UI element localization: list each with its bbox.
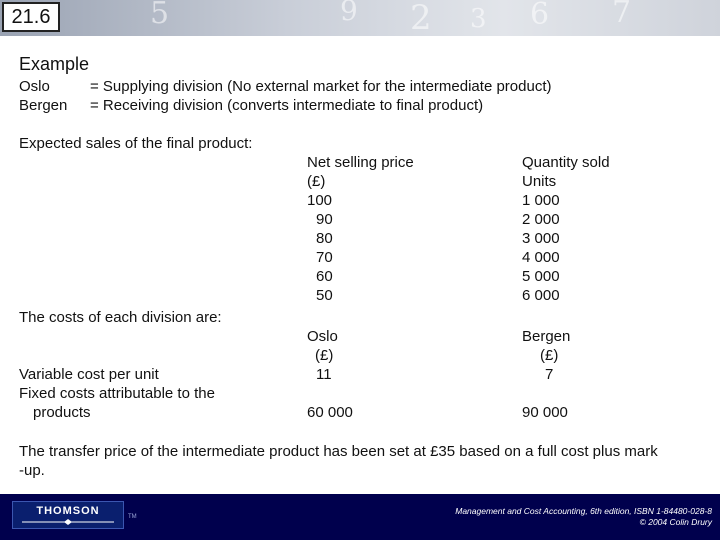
oslo-variable-cost: 11: [316, 366, 332, 383]
quantity-value: 4 000: [522, 249, 560, 266]
bergen-variable-cost: 7: [545, 366, 554, 383]
trademark-mark: TM: [128, 514, 137, 520]
oslo-header: Oslo: [307, 328, 338, 345]
quantity-value: 1 000: [522, 192, 560, 209]
price-value: 100: [307, 192, 333, 209]
definition-text-bergen: = Receiving division (converts intermediate to final product): [90, 97, 484, 114]
header-banner: [0, 0, 720, 36]
quantity-value: 2 000: [522, 211, 560, 228]
transfer-price-text-continued: -up.: [19, 462, 45, 479]
oslo-unit: (£): [315, 347, 334, 364]
thomson-logo: [12, 501, 124, 529]
fixed-cost-label-continued: products: [33, 404, 91, 421]
bergen-fixed-cost: 90 000: [522, 404, 568, 421]
footer-bar: [0, 494, 720, 540]
decorative-digit: 9: [340, 0, 358, 27]
price-value: 70: [316, 249, 333, 266]
credit-line-book: Management and Cost Accounting, 6th edition, ISBN 1-84480-028-8: [455, 506, 712, 516]
quantity-value: 5 000: [522, 268, 560, 285]
variable-cost-label: Variable cost per unit: [19, 366, 159, 383]
price-unit: (£): [307, 173, 326, 190]
expected-sales-label: Expected sales of the final product:: [19, 135, 253, 152]
price-value: 80: [316, 230, 333, 247]
slide-title: Example: [19, 54, 90, 74]
bergen-header: Bergen: [522, 328, 571, 345]
quantity-value: 3 000: [522, 230, 560, 247]
slide-number: 21.6: [2, 2, 60, 32]
decorative-digit: 6: [530, 0, 550, 32]
logo-text: THOMSON: [36, 505, 100, 517]
quantity-value: 6 000: [522, 287, 560, 304]
decorative-digit: 5: [150, 0, 170, 31]
costs-label: The costs of each division are:: [19, 309, 222, 326]
quantity-header: Quantity sold: [522, 154, 610, 171]
fixed-cost-label: Fixed costs attributable to the: [19, 385, 215, 402]
definition-term-bergen: Bergen: [19, 97, 68, 114]
logo-swoosh-icon: [20, 518, 116, 526]
bergen-unit: (£): [540, 347, 559, 364]
price-column: [307, 153, 414, 305]
oslo-fixed-cost: 60 000: [307, 404, 353, 421]
oslo-cost-column: [307, 327, 338, 384]
price-header: Net selling price: [307, 154, 414, 171]
copyright-credit: [455, 506, 712, 528]
decorative-digit: 3: [470, 4, 487, 34]
bergen-cost-column: [522, 327, 570, 384]
credit-line-author: © 2004 Colin Drury: [639, 517, 712, 527]
transfer-price-text: The transfer price of the intermediate product has been set at £35 based on a full cost plus mark: [19, 443, 658, 460]
decorative-digit: 7: [612, 0, 632, 30]
decorative-digit: 2: [410, 0, 432, 36]
definition-text-oslo: = Supplying division (No external market for the intermediate product): [90, 78, 552, 95]
price-value: 90: [316, 211, 333, 228]
price-value: 60: [316, 268, 333, 285]
definition-term-oslo: Oslo: [19, 78, 50, 95]
quantity-unit: Units: [522, 173, 557, 190]
quantity-column: [522, 153, 610, 305]
price-value: 50: [316, 287, 333, 304]
